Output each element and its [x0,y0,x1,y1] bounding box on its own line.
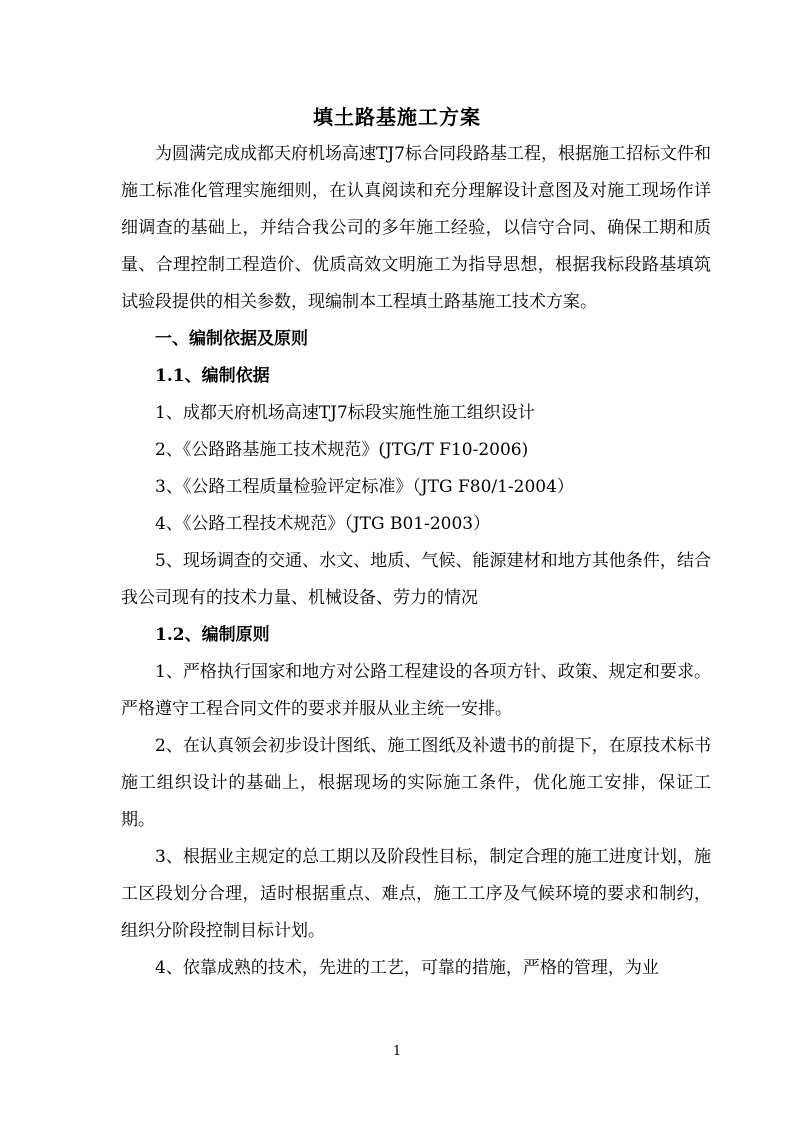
principle-item: 2、在认真领会初步设计图纸、施工图纸及补遗书的前提下，在原技术标书施工组织设计的基础上，根据现场的实际施工条件，优化施工安排，保证工期。 [121,736,711,830]
basis-item: 4、《公路工程技术规范》（JTG B01-2003） [155,514,491,534]
page-number: 1 [392,1044,402,1059]
principle-item: 4、依靠成熟的技术，先进的工艺，可靠的措施，严格的管理，为业 [155,958,659,978]
subsection-heading-basis: 1.1、编制依据 [155,366,270,386]
subsection-heading-principles: 1.2、编制原则 [155,625,270,645]
section-heading-basis-and-principles: 一、编制依据及原则 [155,329,308,349]
basis-item: 1、成都天府机场高速TJ7标段实施性施工组织设计 [155,403,535,423]
principle-item: 1、严格执行国家和地方对公路工程建设的各项方针、政策、规定和要求。严格遵守工程合同文件的要求并服从业主统一安排。 [121,662,711,719]
document-title: 填土路基施工方案 [313,105,481,129]
basis-item: 2、《公路路基施工技术规范》(JTG/T F10-2006) [155,440,529,460]
intro-paragraph: 为圆满完成成都天府机场高速TJ7标合同段路基工程，根据施工招标文件和施工标准化管理实施细则，在认真阅读和充分理解设计意图及对施工现场作详细调查的基础上，并结合我公司的多年施工经验，以信守合同、确保工期和质量、合理控制工程造价、优质高效文明施工为指导思想，根据我标段路基填筑试验段提供的相关参数，现编制本工程填土路基施工技术方案。 [121,144,711,312]
principle-item: 3、根据业主规定的总工期以及阶段性目标，制定合理的施工进度计划，施工区段划分合理，适时根据重点、难点，施工工序及气候环境的要求和制约，组织分阶段控制目标计划。 [121,847,711,941]
basis-item: 3、《公路工程质量检验评定标准》（JTG F80/1-2004） [155,477,574,497]
basis-item: 5、现场调查的交通、水文、地质、气候、能源建材和地方其他条件，结合我公司现有的技术力量、机械设备、劳力的情况 [121,551,711,608]
document-body [121,136,711,987]
